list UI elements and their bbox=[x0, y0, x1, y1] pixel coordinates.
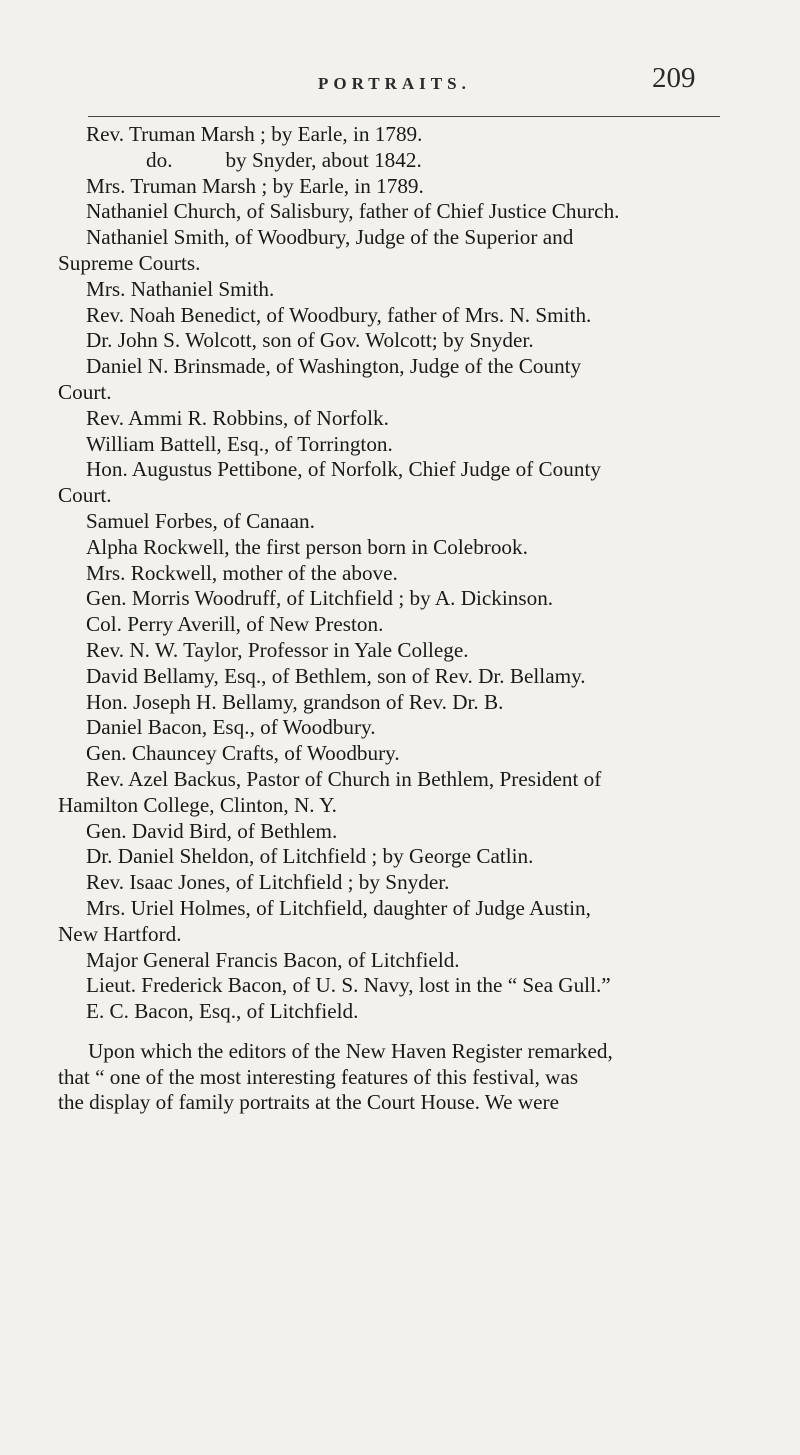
portrait-entry: Rev. Azel Backus, Pastor of Church in Bethlem, President of bbox=[86, 766, 602, 791]
page-number: 209 bbox=[652, 62, 696, 94]
running-title: PORTRAITS. bbox=[318, 74, 471, 93]
page-body bbox=[58, 122, 728, 1116]
portrait-entry: Rev. Ammi R. Robbins, of Norfolk. bbox=[86, 405, 389, 430]
portrait-entry: do. by Snyder, about 1842. bbox=[146, 147, 422, 172]
portrait-entry: Dr. John S. Wolcott, son of Gov. Wolcott; by Snyder. bbox=[86, 328, 534, 353]
paragraph-line: Upon which the editors of the New Haven Register remarked, bbox=[88, 1038, 613, 1063]
portrait-entry: Rev. N. W. Taylor, Professor in Yale College. bbox=[86, 637, 469, 662]
portrait-entry: Daniel N. Brinsmade, of Washington, Judge of the County bbox=[86, 354, 582, 379]
portrait-entry-continuation: Supreme Courts. bbox=[58, 250, 201, 275]
portrait-entry: Mrs. Rockwell, mother of the above. bbox=[86, 560, 398, 585]
portrait-entry-continuation: New Hartford. bbox=[58, 921, 182, 946]
portrait-entry-continuation: Court. bbox=[58, 379, 112, 404]
portrait-entry: William Battell, Esq., of Torrington. bbox=[86, 431, 393, 456]
header-rule bbox=[88, 116, 720, 117]
portrait-entry: Alpha Rockwell, the first person born in Colebrook. bbox=[86, 534, 528, 559]
portrait-entry: Rev. Noah Benedict, of Woodbury, father of Mrs. N. Smith. bbox=[86, 302, 592, 327]
portrait-entry: Daniel Bacon, Esq., of Woodbury. bbox=[86, 715, 376, 740]
portrait-entry: Samuel Forbes, of Canaan. bbox=[86, 508, 315, 533]
section-gap bbox=[58, 1025, 728, 1039]
portrait-entry: Hon. Augustus Pettibone, of Norfolk, Chief Judge of County bbox=[86, 457, 601, 482]
portrait-entry: Rev. Truman Marsh ; by Earle, in 1789. bbox=[86, 122, 423, 146]
portrait-entry: Mrs. Nathaniel Smith. bbox=[86, 276, 275, 301]
portrait-entry: Mrs. Uriel Holmes, of Litchfield, daughter of Judge Austin, bbox=[86, 895, 591, 920]
portrait-entry: Gen. Morris Woodruff, of Litchfield ; by A. Dickinson. bbox=[86, 586, 554, 611]
paragraph-line: that “ one of the most interesting features of this festival, was bbox=[58, 1064, 579, 1089]
portrait-entry: Mrs. Truman Marsh ; by Earle, in 1789. bbox=[86, 173, 424, 198]
portrait-entry: Nathaniel Church, of Salisbury, father of Chief Justice Church. bbox=[86, 199, 620, 224]
portrait-entry-continuation: Hamilton College, Clinton, N. Y. bbox=[58, 792, 337, 817]
portrait-entry: Col. Perry Averill, of New Preston. bbox=[86, 612, 384, 637]
portrait-entry: Major General Francis Bacon, of Litchfield. bbox=[86, 947, 460, 972]
portrait-entry: Rev. Isaac Jones, of Litchfield ; by Snyder. bbox=[86, 870, 450, 895]
portrait-entry: Gen. David Bird, of Bethlem. bbox=[86, 818, 338, 843]
portrait-entry: Lieut. Frederick Bacon, of U. S. Navy, lost in the “ Sea Gull.” bbox=[86, 973, 611, 998]
portrait-entry: Gen. Chauncey Crafts, of Woodbury. bbox=[86, 741, 400, 766]
paragraph-line: the display of family portraits at the Court House. We were bbox=[58, 1090, 559, 1115]
portrait-entry: Dr. Daniel Sheldon, of Litchfield ; by George Catlin. bbox=[86, 844, 534, 869]
portrait-entry-continuation: Court. bbox=[58, 483, 112, 508]
portrait-entry: Nathaniel Smith, of Woodbury, Judge of the Superior and bbox=[86, 225, 574, 250]
portrait-entry: David Bellamy, Esq., of Bethlem, son of Rev. Dr. Bellamy. bbox=[86, 663, 586, 688]
portrait-entry: E. C. Bacon, Esq., of Litchfield. bbox=[86, 999, 359, 1024]
portrait-entry: Hon. Joseph H. Bellamy, grandson of Rev. Dr. B. bbox=[86, 689, 504, 714]
running-head bbox=[0, 22, 800, 94]
